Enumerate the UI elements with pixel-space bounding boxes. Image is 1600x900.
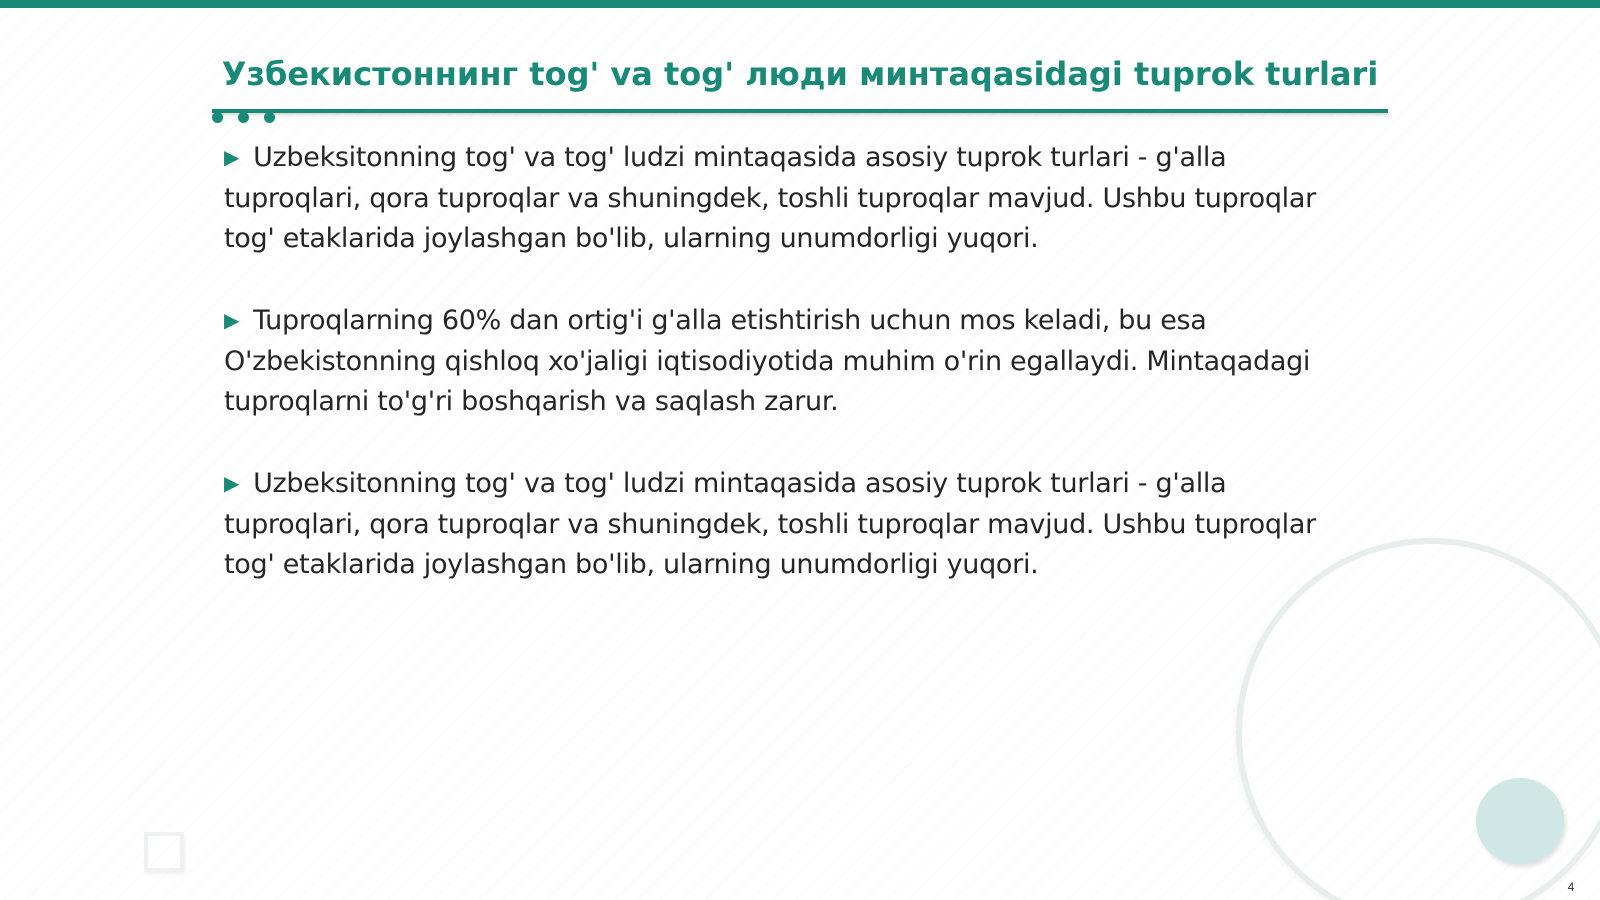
- decor-dot: [212, 112, 223, 123]
- bullet-list: [224, 138, 1364, 627]
- decor-dot: [264, 112, 275, 123]
- slide-title: Узбекистоннинг tog' va tog' люди минтаqasidagi tuprok turlari: [221, 55, 1379, 93]
- page-number: 4: [1567, 880, 1575, 894]
- bullet-text: Uzbeksitonning tog' va tog' ludzi mintaqasida asosiy tuprok turlari - g'alla tuproqlari, qora tuproqlar va shuningdek, toshli tuproqlar mavjud. Ushbu tuproqlar tog' etaklarida joylashgan bo'lib, ularning unumdorligi yuqori.: [224, 468, 1316, 580]
- bullet-paragraph-2: [224, 301, 1364, 422]
- title-underline: [212, 109, 1388, 113]
- triangle-right-icon: ▶: [224, 471, 240, 495]
- decor-dot: [238, 112, 249, 123]
- bullet-paragraph-3: [224, 464, 1364, 585]
- decor-square-outline: [144, 832, 184, 872]
- bullet-text: Uzbeksitonning tog' va tog' ludzi mintaqasida asosiy tuprok turlari - g'alla tuproqlari, qora tuproqlar va shuningdek, toshli tuproqlar mavjud. Ushbu tuproqlar tog' etaklarida joylashgan bo'lib, ularning unumdorligi yuqori.: [224, 142, 1316, 254]
- bullet-text: Tuproqlarning 60% dan ortig'i g'alla etishtirish uchun mos keladi, bu esa O'zbekistonning qishloq xo'jaligi iqtisodiyotida muhim o'rin egallaydi. Mintaqadagi tuproqlarni to'g'ri boshqarish va saqlash zarur.: [224, 305, 1311, 417]
- top-accent-bar: [0, 0, 1600, 8]
- decor-circle-filled: [1476, 778, 1564, 864]
- bullet-paragraph-1: [224, 138, 1364, 259]
- triangle-right-icon: ▶: [224, 145, 240, 169]
- triangle-right-icon: ▶: [224, 308, 240, 332]
